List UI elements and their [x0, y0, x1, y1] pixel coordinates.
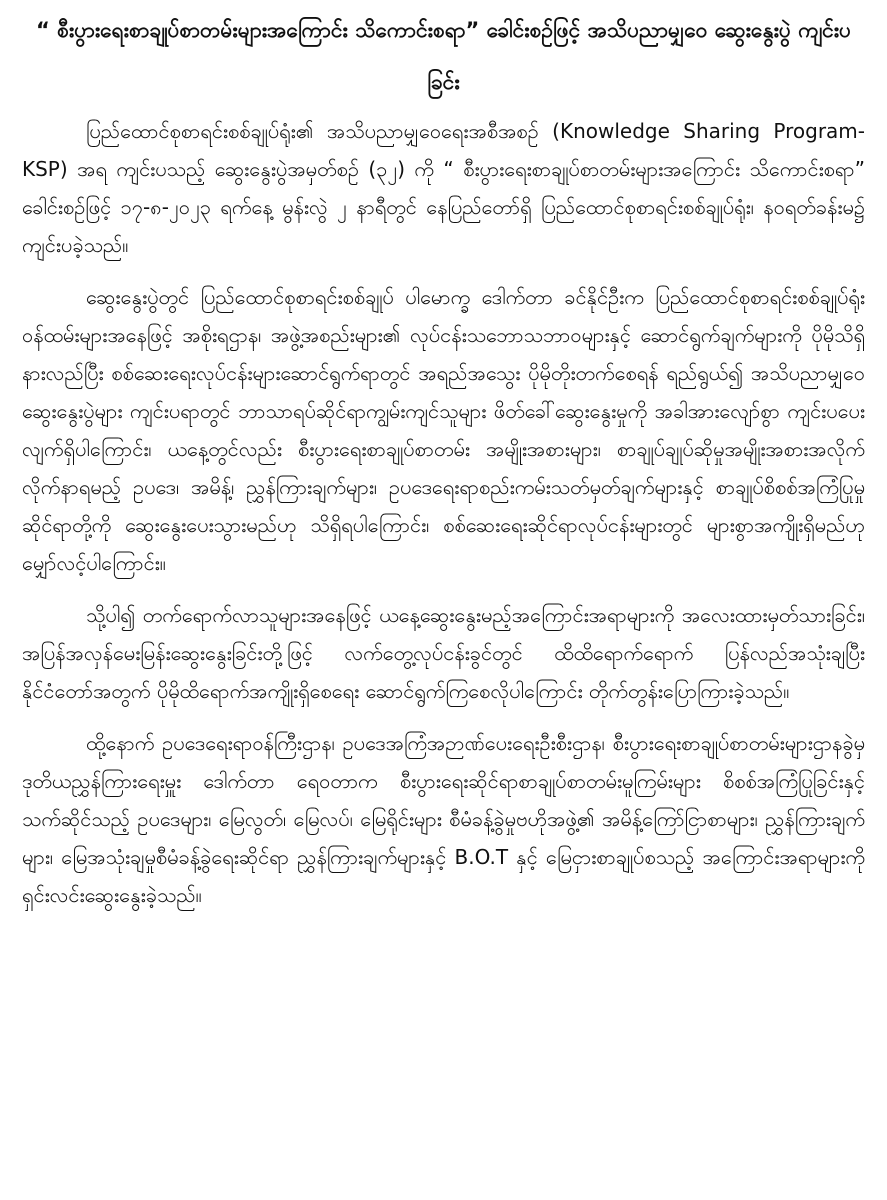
article-title: “ စီးပွားရေးစာချုပ်စာတမ်းများအကြောင်း သိကောင်းစရာ” ခေါင်းစဉ်ဖြင့် အသိပညာမျှဝေ ဆွေးနွေးပွဲ ကျင်းပခြင်း — [35, 18, 852, 94]
paragraph-1: ပြည်ထောင်စုစာရင်းစစ်ချုပ်ရုံး၏ အသိပညာမျှဝေရေးအစီအစဉ် (Knowledge Sharing Program-KSP) အရ ကျင်းပသည့် ဆွေးနွေးပွဲအမှတ်စဉ် (၃၂) ကို “ စီးပွားရေးစာချုပ်စာတမ်းများအကြောင်း သိကောင်းစရာ” ခေါင်းစဉ်ဖြင့် ၁၇-၈-၂၀၂၃ ရက်နေ့ မွန်းလွဲ ၂ နာရီတွင် နေပြည်တော်ရှိ ပြည်ထောင်စုစာရင်းစစ်ချုပ်ရုံး၊ နဝရတ်ခန်းမ၌ ကျင်းပခဲ့သည်။ — [22, 119, 865, 257]
paragraph-2: ဆွေးနွေးပွဲတွင် ပြည်ထောင်စုစာရင်းစစ်ချုပ် ပါမောက္ခ ဒေါက်တာ ခင်နိုင်ဦးက ပြည်ထောင်စုစာရင်းစစ်ချုပ်ရုံးဝန်ထမ်းများအနေဖြင့် အစိုးရဌာန၊ အဖွဲ့အစည်းများ၏ လုပ်ငန်းသဘောသဘာဝများနှင့် ဆောင်ရွက်ချက်များကို ပိုမိုသိရှိနားလည်ပြီး စစ်ဆေးရေးလုပ်ငန်းများဆောင်ရွက်ရာတွင် အရည်အသွေး ပိုမိုတိုးတက်စေရန် ရည်ရွယ်၍ အသိပညာမျှဝေဆွေးနွေးပွဲများ ကျင်းပရာတွင် ဘာသာရပ်ဆိုင်ရာကျွမ်းကျင်သူများ ဖိတ်ခေါ်ဆွေးနွေးမှုကို အခါအားလျော်စွာ ကျင်းပပေးလျက်ရှိပါကြောင်း၊ ယနေ့တွင်လည်း စီးပွားရေးစာချုပ်စာတမ်း အမျိုးအစားများ၊ စာချုပ်ချုပ်ဆိုမှုအမျိုးအစားအလိုက် လိုက်နာရမည့် ဥပဒေ၊ အမိန့်၊ ညွှန်ကြားချက်များ၊ ဥပဒေရေးရာစည်းကမ်းသတ်မှတ်ချက်များနှင့် စာချုပ်စိစစ်အကြံပြုမှုဆိုင်ရာတို့ကို ဆွေးနွေးပေးသွားမည်ဟု သိရှိရပါကြောင်း၊ စစ်ဆေးရေးဆိုင်ရာလုပ်ငန်းများတွင် များစွာအကျိုးရှိမည်ဟု မျှော်လင့်ပါကြောင်း။ — [22, 285, 865, 575]
paragraph-4: ထို့နောက် ဥပဒေရေးရာဝန်ကြီးဌာန၊ ဥပဒေအကြံအဉာဏ်ပေးရေးဦးစီးဌာန၊ စီးပွားရေးစာချုပ်စာတမ်းများဌာနခွဲမှ ဒုတိယညွှန်ကြားရေးမှူး ဒေါက်တာ ရေဝတာက စီးပွားရေးဆိုင်ရာစာချုပ်စာတမ်းမူကြမ်းများ စိစစ်အကြံပြုခြင်းနှင့်သက်ဆိုင်သည့် ဥပဒေများ၊ မြေလွတ်၊ မြေလပ်၊ မြေရိုင်းများ စီမံခန့်ခွဲမှုဗဟိုအဖွဲ့၏ အမိန့်ကြော်ငြာစာများ၊ ညွှန်ကြားချက်များ၊ မြေအသုံးချမှုစီမံခန့်ခွဲရေးဆိုင်ရာ ညွှန်ကြားချက်များနှင့် B.O.T နှင့် မြေငှားစာချုပ်စသည့် အကြောင်းအရာများကို ရှင်းလင်းဆွေးနွေးခဲ့သည်။ — [22, 731, 865, 907]
article — [22, 0, 865, 928]
paragraph-3: သို့ပါ၍ တက်ရောက်လာသူများအနေဖြင့် ယနေ့ဆွေးနွေးမည့်အကြောင်းအရာများကို အလေးထားမှတ်သားခြင်း၊ အပြန်အလှန်မေးမြန်းဆွေးနွေးခြင်းတို့ဖြင့် လက်တွေ့လုပ်ငန်းခွင်တွင် ထိထိရောက်ရောက် ပြန်လည်အသုံးချပြီး နိုင်ငံတော်အတွက် ပိုမိုထိရောက်အကျိုးရှိစေရေး ဆောင်ရွက်ကြစေလိုပါကြောင်း တိုက်တွန်းပြောကြားခဲ့သည်။ — [22, 603, 865, 703]
